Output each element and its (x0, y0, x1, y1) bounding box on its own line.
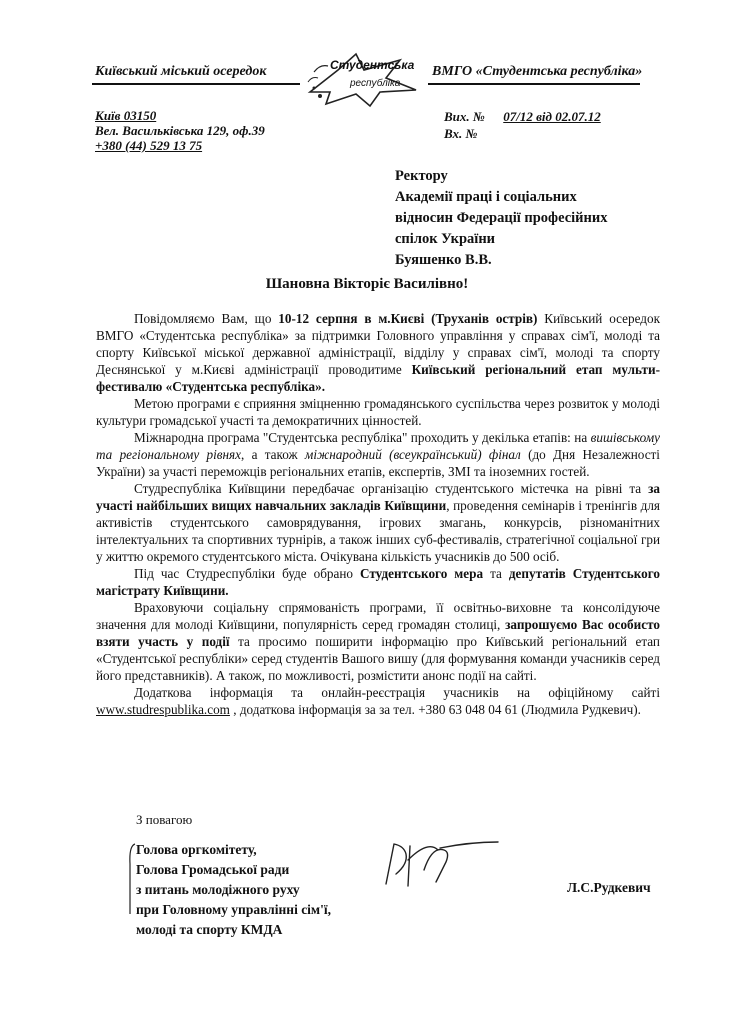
body-paragraph (96, 684, 660, 718)
signatory-name: Л.С.Рудкевич (567, 880, 651, 895)
signatory-title-line: Голова Громадської ради (136, 862, 290, 877)
signatory-title-line: Голова оргкомітету, (136, 842, 257, 857)
text-span: Під час Студреспубліки буде обрано (134, 566, 361, 581)
salutation: Шановна Вікторіє Василівно! (265, 276, 469, 292)
body-paragraph (96, 310, 660, 395)
bold-span: Студентського мера (360, 566, 484, 581)
bold-span: запрошуємо Вас особисто взяти участь у події (96, 617, 660, 649)
body-paragraph (96, 599, 660, 684)
letterhead-left-org: Київський міський осередок (95, 64, 267, 79)
bold-span: Київський регіональний етап мульти-фестивалю «Студентська республіка». (96, 362, 660, 394)
handwritten-signature-icon (380, 830, 500, 890)
incoming-label: Вх. № (444, 126, 478, 141)
logo-text-line2: республіка (350, 78, 401, 89)
body-paragraph (96, 480, 660, 565)
letterhead-right-org: ВМГО «Студентська республіка» (432, 64, 643, 79)
text-span: , а також (241, 447, 305, 462)
addressee-line: Академії праці і соціальних (395, 189, 577, 205)
regards: З повагою (136, 812, 193, 827)
addressee-line: Ректору (395, 168, 448, 184)
sender-address (95, 108, 265, 153)
text-span: Додаткова інформація та онлайн-реєстрація учасників на офіційному сайті (134, 685, 660, 700)
text-span: та (483, 566, 509, 581)
text-span: Міжнародна програма "Студентська республіка" проходить у декілька етапів: на (134, 430, 591, 445)
addressee-block (395, 166, 607, 271)
outgoing-value: 07/12 від 02.07.12 (503, 109, 601, 124)
body-paragraph: Метою програми є сприяння зміцненню громадянського суспільства через розвиток у молоді культури громадської участі та демократичних цінностей. (96, 396, 660, 428)
signatory-title-line: при Головному управлінні сім'ї, (136, 902, 332, 917)
text-span: , додаткова інформація за за тел. +380 63 048 04 61 (Людмила Рудкевич). (229, 702, 641, 717)
signatory-title (136, 840, 331, 940)
signatory-title-line: молоді та спорту КМДА (136, 922, 283, 937)
letterhead-rule-left (92, 83, 300, 85)
letterhead-rule-right (428, 83, 640, 85)
italic-span: міжнародний (всеукраїнський) фінал (304, 447, 521, 462)
addressee-line: відносин Федерації професійних (395, 210, 608, 226)
text-span: Студреспубліка Київщини передбачає організацію студентського містечка на рівні та (134, 481, 649, 496)
bold-span: депутатів Студентського магістрату Київщини. (96, 566, 661, 598)
letter-body (96, 310, 660, 718)
text-span: , проведення семінарів і тренінгів для активістів студентського самоврядування, ігрових змагань, конкурсів, різноманітних інтелектуальних та спортивних турнірів, а також інших суб-фестивалів, стратегічної соціальної гри у життю окремого студентського міста. Очікувана кількість учасників до 500 осіб. (96, 498, 660, 564)
body-paragraph (96, 429, 660, 480)
bold-span: 10-12 серпня в м.Києві (Труханів острів) (278, 311, 538, 326)
body-paragraph (96, 565, 660, 599)
outgoing-label: Вих. № (444, 109, 485, 124)
logo-text-line1: Студентська (330, 58, 415, 72)
text-span: та просимо поширити інформацію про Київський регіональний етап «Студентської республіки» серед студентів Вашого вишу (для формування команди учасників серед його представників). А також, по можливості, розмістити анонс події на сайті. (96, 634, 660, 683)
text-span: Київський осередок ВМГО «Студентська республіка» за підтримки Головного управління у справах сім'ї, молоді та спорту Київської міської державної адміністрації, відділу у справах сім'ї, молоді та спорту Деснянської у м.Києві адміністрації проводитиме (96, 311, 660, 377)
outgoing-number-block (444, 108, 603, 142)
text-span: (до Дня Незалежності України) за участі переможців регіональних етапів, експертів, ЗМІ та іноземних гостей. (96, 447, 660, 479)
addressee-line: Буяшенко В.В. (395, 252, 492, 268)
text-span: Повідомляємо Вам, що (134, 311, 279, 326)
website-link[interactable]: www.studrespublika.com (96, 702, 230, 717)
addressee-line: спілок України (395, 231, 496, 247)
bold-span: за участі найбільших вищих навчальних закладів Київщини (96, 481, 660, 513)
address-city: Київ 03150 (95, 108, 157, 123)
address-street: Вел. Васильківська 129, оф.39 (95, 123, 265, 138)
italic-span: вишівському та регіональному рівнях (96, 430, 660, 462)
signatory-title-line: з питань молодіжного руху (136, 882, 300, 897)
text-span: Враховуючи соціальну спрямованість програми, її освітньо-виховне та консолідуюче значення для молоді Київщини, популярність серед громадян столиці, (96, 600, 660, 632)
address-phone: +380 (44) 529 13 75 (95, 138, 203, 153)
